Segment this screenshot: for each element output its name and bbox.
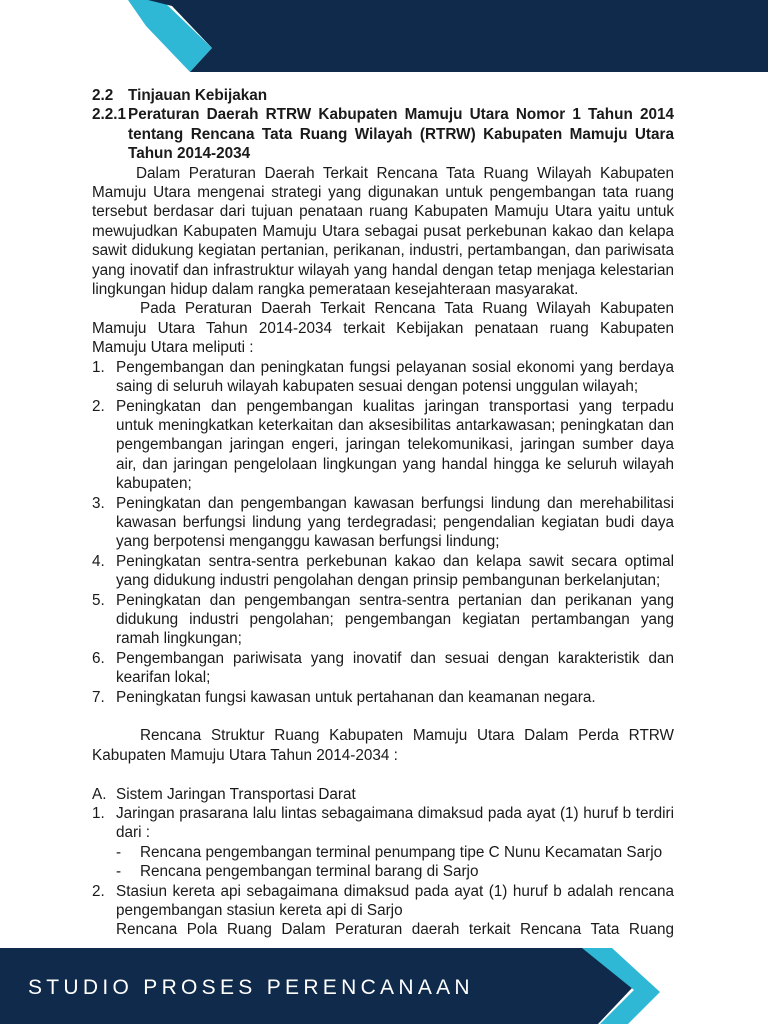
list-item: 2. Stasiun kereta api sebagaimana dimaksud pada ayat (1) huruf b adalah rencana pengembangan stasiun kereta api di Sarjo <box>92 882 674 920</box>
list-item: 3. Peningkatan dan pengembangan kawasan berfungsi lindung dan merehabilitasi kawasan berfungsi lindung yang terdegradasi; pengendalian kegiatan budi daya yang berpotensi menganggu kawasan berfungsi lindung; <box>92 494 674 551</box>
header-banner <box>0 0 768 74</box>
document-body <box>92 86 674 940</box>
footer-label: STUDIO PROSES PERENCANAAN <box>28 976 474 999</box>
paragraph-policy-intro: Pada Peraturan Daerah Terkait Rencana Tata Ruang Wilayah Kabupaten Mamuju Utara Tahun 2014-2034 terkait Kebijakan penataan ruang Kabupaten Mamuju Utara meliputi : <box>92 300 674 357</box>
paragraph-structure-intro: Rencana Struktur Ruang Kabupaten Mamuju Utara Dalam Perda RTRW Kabupaten Mamuju Utara Tahun 2014-2034 : <box>92 727 674 764</box>
list-item: 1. Pengembangan dan peningkatan fungsi pelayanan sosial ekonomi yang berdaya saing di seluruh wilayah kabupaten sesuai dengan potensi unggulan wilayah; <box>92 358 674 396</box>
section-number: 2.2 <box>92 87 114 104</box>
sub-list-item: - Rencana pengembangan terminal penumpang tipe C Nunu Kecamatan Sarjo <box>116 843 663 861</box>
list-item: 7. Peningkatan fungsi kawasan untuk pertahanan dan keamanan negara. <box>92 688 596 706</box>
sub-list-item: - Rencana pengembangan terminal barang di Sarjo <box>116 863 479 881</box>
list-item: 5. Peningkatan dan pengembangan sentra-sentra pertanian dan perikanan yang didukung industri pengolahan; pengembangan kegiatan pertambangan yang ramah lingkungan; <box>92 591 674 648</box>
list-item: 1. Jaringan prasarana lalu lintas sebagaimana dimaksud pada ayat (1) huruf b terdiri dari : <box>92 805 674 842</box>
list-item: 2. Peningkatan dan pengembangan kualitas jaringan transportasi yang terpadu untuk meningkatkan keterkaitan dan aksesibilitas antarkawasan; peningkatan dan pengembangan jaringan engeri, jaringan telekomunikasi, jaringan sumber daya air, dan jaringan pengelolaan lingkungan yang handal hingga ke seluruh wilayah kabupaten; <box>92 397 674 493</box>
policy-list <box>92 358 674 707</box>
section-title: Tinjauan Kebijakan <box>128 87 268 104</box>
paragraph-trailing: Rencana Pola Ruang Dalam Peraturan daerah terkait Rencana Tata Ruang <box>116 921 674 939</box>
section-heading <box>92 86 674 105</box>
subsection-title: Peraturan Daerah RTRW Kabupaten Mamuju Utara Nomor 1 Tahun 2014 tentang Rencana Tata Ruang Wilayah (RTRW) Kabupaten Mamuju Utara Tahun 2014-2034 <box>128 106 674 163</box>
subsection-number: 2.2.1 <box>92 106 127 124</box>
section-a-heading: A. Sistem Jaringan Transportasi Darat <box>92 785 356 803</box>
list-item: 4. Peningkatan sentra-sentra perkebunan kakao dan kelapa sawit secara optimal yang didukung industri pengolahan dengan prinsip pembangunan berkelanjutan; <box>92 552 674 590</box>
list-item: 6. Pengembangan pariwisata yang inovatif dan sesuai dengan karakteristik dan kearifan lokal; <box>92 649 674 687</box>
subsection-heading <box>92 105 674 163</box>
paragraph-intro: Dalam Peraturan Daerah Terkait Rencana Tata Ruang Wilayah Kabupaten Mamuju Utara mengenai strategi yang digunakan untuk pengembangan tata ruang tersebut berdasar dari tujuan penataan ruang Kabupaten Mamuju Utara yaitu untuk mewujudkan Kabupaten Mamuju Utara sebagai pusat perkebunan kakao dan kelapa sawit didukung kegiatan pertanian, perikanan, industri, pertambangan, dan pariwisata yang inovatif dan infrastruktur wilayah yang handal dengan tetap menjaga kelestarian lingkungan hidup dalam rangka pemerataan kesejahteraan masyarakat. <box>92 164 674 299</box>
header-navy-band <box>148 0 768 72</box>
